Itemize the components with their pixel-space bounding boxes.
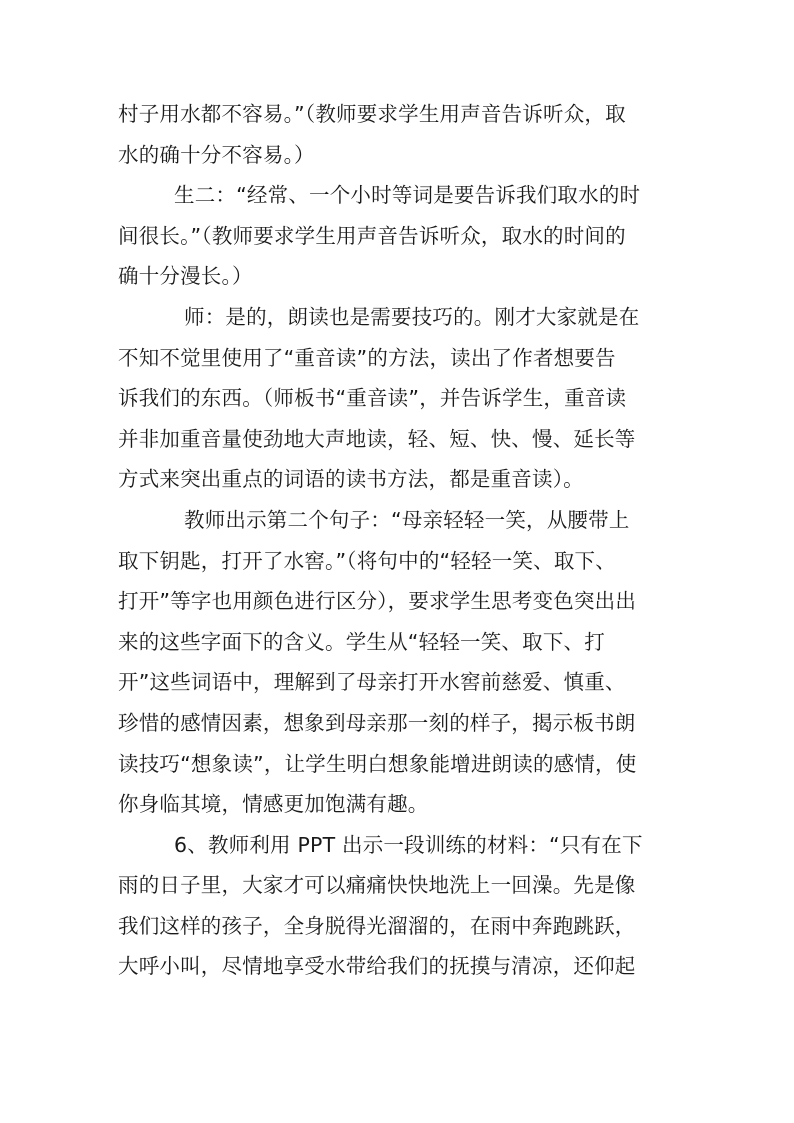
document-body bbox=[118, 94, 663, 987]
text-line: 诉我们的东西。（师板书“重音读”，并告诉学生，重音读 bbox=[118, 386, 627, 411]
text-line: 大呼小叫，尽情地享受水带给我们的抚摸与清凉，还仰起 bbox=[118, 954, 636, 979]
text-line: 间很长。”（教师要求学生用声音告诉听众，取水的时间的 bbox=[118, 223, 626, 248]
text-line: 你身临其境，情感更加饱满有趣。 bbox=[118, 792, 429, 817]
text-line: 取下钥匙，打开了水窖。”（将句中的“轻轻一笑、取下、 bbox=[118, 548, 616, 573]
text-line: 不知不觉里使用了“重音读”的方法，读出了作者想要告 bbox=[118, 345, 616, 370]
text-line: 教师出示第二个句子：“母亲轻轻一笑，从腰带上 bbox=[184, 507, 630, 532]
text-line: 水的确十分不容易。） bbox=[118, 142, 315, 167]
text-line: 并非加重音量使劲地大声地读，轻、短、快、慢、延长等 bbox=[118, 426, 636, 451]
text-line: 方式来突出重点的词语的读书方法，都是重音读）。 bbox=[118, 467, 584, 492]
text-line: 珍惜的感情因素，想象到母亲那一刻的样子，揭示板书朗 bbox=[118, 710, 636, 735]
paragraph bbox=[118, 825, 663, 987]
text-line: 6、教师利用 PPT 出示一段训练的材料：“只有在下 bbox=[174, 832, 643, 857]
text-line: 师：是的，朗读也是需要技巧的。刚才大家就是在 bbox=[184, 304, 640, 329]
paragraph bbox=[118, 500, 663, 825]
text-line: 雨的日子里，大家才可以痛痛快快地洗上一回澡。先是像 bbox=[118, 873, 636, 898]
paragraph bbox=[118, 94, 663, 175]
text-line: 来的这些字面下的含义。学生从“轻轻一笑、取下、打 bbox=[118, 629, 605, 654]
text-line: 确十分漫长。） bbox=[118, 264, 253, 289]
text-line: 打开”等字也用颜色进行区分），要求学生思考变色突出出 bbox=[118, 589, 637, 614]
paragraph bbox=[118, 297, 663, 500]
text-line: 我们这样的孩子，全身脱得光溜溜的，在雨中奔跑跳跃， bbox=[118, 913, 636, 938]
text-line: 生二：“经常、一个小时等词是要告诉我们取水的时 bbox=[174, 183, 641, 208]
text-line: 读技巧“想象读”，让学生明白想象能增进朗读的感情，使 bbox=[118, 751, 637, 776]
text-line: 村子用水都不容易。”（教师要求学生用声音告诉听众，取 bbox=[118, 102, 626, 126]
text-line: 开”这些词语中，理解到了母亲打开水窖前慈爱、慎重、 bbox=[118, 670, 626, 695]
paragraph bbox=[118, 175, 663, 297]
